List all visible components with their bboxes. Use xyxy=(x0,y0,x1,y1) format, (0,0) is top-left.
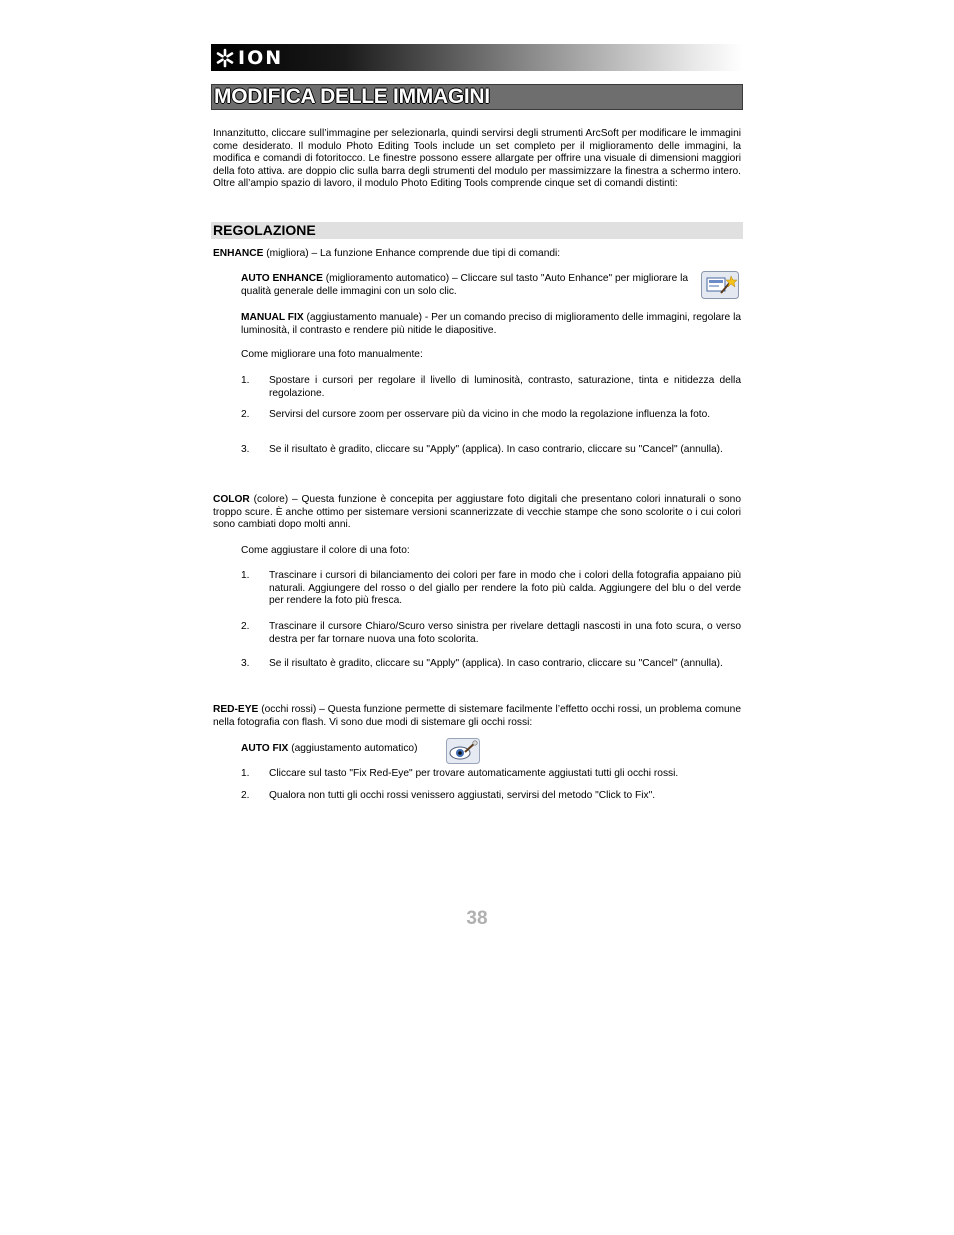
auto-enhance-text: (miglioramento automatico) – Cliccare sul tasto "Auto Enhance" per migliorare la qualità generale delle immagini con un solo clic. xyxy=(241,273,688,297)
enhance-step-number: 3. xyxy=(241,444,250,455)
star-icon xyxy=(215,48,235,68)
color-step-text: Trascinare i cursori di bilanciamento dei colori per fare in modo che i colori della fotografia appaiano più naturali. Aggiungere del rosso o del giallo per rendere la foto più calda. Aggiungere del blu o del verde per rendere la foto più fresca. xyxy=(269,570,741,607)
redeye-step-text: Qualora non tutti gli occhi rossi venissero aggiustati, servirsi del metodo "Click to Fix". xyxy=(269,790,656,801)
redeye-term: RED-EYE xyxy=(213,704,259,715)
redeye-text: (occhi rossi) – Questa funzione permette di sistemare facilmente l’effetto occhi rossi, un problema comune nella fotografia con flash. Vi sono due modi di sistemare gli occhi rossi: xyxy=(213,704,741,728)
redeye-step-number: 1. xyxy=(241,768,250,779)
enhance-howto: Come migliorare una foto manualmente: xyxy=(241,349,423,360)
intro-paragraph: Innanzitutto, cliccare sull’immagine per selezionarla, quindi servirsi degli strumenti ArcSoft per modificare le immagini come desiderato. Il modulo Photo Editing Tools include un set completo per il miglioramento delle immagini, la modifica e comandi di fotoritocco. Le finestre possono essere allargate per offrire una visuale di dimensioni maggiori della foto attiva. are doppio clic sulla barra degli strumenti del modulo per massimizzare la finestra a schermo intero. Oltre all’ampio spazio di lavoro, il modulo Photo Editing Tools comprende cinque set di comandi distinti: xyxy=(213,128,741,190)
ion-logo xyxy=(215,47,283,68)
auto-enhance-term: AUTO ENHANCE xyxy=(241,273,323,284)
enhance-step-number: 2. xyxy=(241,409,250,420)
color-step-text: Trascinare il cursore Chiaro/Scuro verso sinistra per rivelare dettagli nascosti in una foto scura, o verso destra per far tornare nuova una foto scolorita. xyxy=(269,621,741,645)
color-text: (colore) – Questa funzione è concepita per aggiustare foto digitali che presentano colori innaturali o sono troppo scure. È anche ottimo per sistemare versioni scannerizzate di vecchie stampe che sono scolorite o i cui colori sono cambiati dopo molti anni. xyxy=(213,494,741,531)
logo-text: ION xyxy=(238,46,284,69)
enhance-step-number: 1. xyxy=(241,375,250,386)
color-term: COLOR xyxy=(213,494,250,505)
auto-enhance-icon[interactable] xyxy=(701,271,739,304)
fix-red-eye-icon[interactable] xyxy=(446,738,480,769)
redeye-step-text: Cliccare sul tasto "Fix Red-Eye" per trovare automaticamente aggiustati tutti gli occhi rossi. xyxy=(269,768,679,779)
color-paragraph xyxy=(213,494,741,532)
enhance-step-text: Se il risultato è gradito, cliccare su "Apply" (applica). In caso contrario, cliccare su "Cancel" (annulla). xyxy=(269,444,723,455)
auto-fix-text: (aggiustamento automatico) xyxy=(288,743,418,754)
enhance-term: ENHANCE xyxy=(213,248,264,259)
color-step-number: 1. xyxy=(241,570,250,581)
enhance-step-text: Spostare i cursori per regolare il livello di luminosità, contrasto, saturazione, tinta e nitidezza della regolazione. xyxy=(269,375,741,399)
manual-fix-text: (aggiustamento manuale) - Per un comando preciso di miglioramento delle immagini, regolare la luminosità, il contrasto e rendere più nitide le diapositive. xyxy=(241,312,741,336)
header-bar xyxy=(211,44,743,71)
manual-fix-term: MANUAL FIX xyxy=(241,312,304,323)
auto-enhance-paragraph xyxy=(241,273,688,298)
page-title: MODIFICA DELLE IMMAGINI xyxy=(214,85,490,108)
auto-fix-term: AUTO FIX xyxy=(241,743,289,754)
manual-fix-paragraph xyxy=(241,312,741,337)
color-howto: Come aggiustare il colore di una foto: xyxy=(241,545,410,556)
page-number: 38 xyxy=(466,908,488,929)
color-step-text: Se il risultato è gradito, cliccare su "Apply" (applica). In caso contrario, cliccare su "Cancel" (annulla). xyxy=(269,658,723,669)
section-bar xyxy=(211,222,743,239)
page-title-bar xyxy=(211,84,743,110)
enhance-text: (migliora) – La funzione Enhance comprende due tipi di comandi: xyxy=(263,248,561,259)
section-title: REGOLAZIONE xyxy=(213,222,316,238)
color-step-number: 3. xyxy=(241,658,250,669)
redeye-step-number: 2. xyxy=(241,790,250,801)
auto-fix-paragraph xyxy=(241,743,441,756)
redeye-paragraph xyxy=(213,704,741,729)
enhance-step-text: Servirsi del cursore zoom per osservare più da vicino in che modo la regolazione influenza la foto. xyxy=(269,409,711,420)
enhance-paragraph xyxy=(213,248,741,261)
color-step-number: 2. xyxy=(241,621,250,632)
